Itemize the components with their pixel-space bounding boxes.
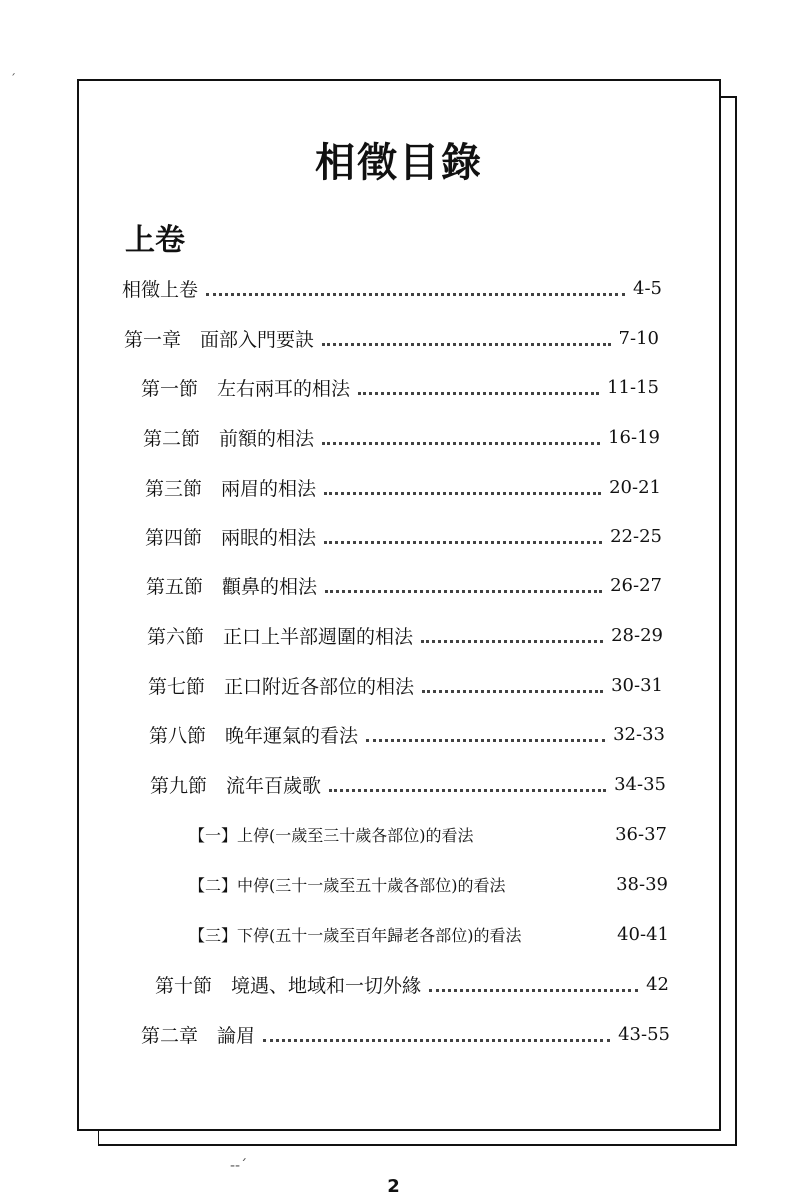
entry-page: 16-19 [608,426,660,448]
entry-page: 40-41 [617,923,669,945]
entry-page: 38-39 [616,873,668,895]
entry-label: 第二章 論眉 [141,1024,256,1047]
entry-label: 第五節 顴鼻的相法 [146,575,318,598]
toc-subentry[interactable] [189,919,669,949]
dot-leader [421,639,603,643]
dot-leader [329,788,606,792]
toc-page [77,79,721,1131]
entry-label: 第一章 面部入門要訣 [124,328,315,351]
entry-page: 30-31 [611,674,663,696]
dot-leader [322,441,600,445]
toc-entry[interactable] [150,769,666,799]
page-number: 2 [387,1176,400,1197]
toc-entry[interactable] [145,472,661,502]
dot-leader [358,391,599,395]
toc-entry[interactable] [148,670,663,700]
entry-label: 第三節 兩眉的相法 [145,477,317,500]
entry-label: 第八節 晚年運氣的看法 [149,724,359,747]
toc-entry[interactable] [146,570,662,600]
dot-leader [324,540,602,544]
entry-page: 26-27 [610,574,662,596]
entry-label: 【二】中停(三十一歲至五十歲各部位)的看法 [189,875,506,895]
dot-leader [206,292,625,296]
dot-leader [366,738,605,742]
toc-entry[interactable] [124,323,659,353]
dot-leader [324,491,601,495]
toc-subentry[interactable] [189,819,667,849]
entry-label: 第六節 正口上半部週圍的相法 [147,625,414,648]
entry-label: 第七節 正口附近各部位的相法 [148,675,415,698]
dot-leader [263,1038,610,1042]
entry-label: 相徵上卷 [122,278,199,301]
scan-speck: ‐‐ˊ [230,1158,248,1174]
dot-leader [422,689,603,693]
toc-entry[interactable] [155,969,669,999]
entry-page: 11-15 [607,376,659,398]
entry-page: 42 [646,973,669,995]
scan-speck: ˊ [10,72,16,86]
toc-entry[interactable] [141,372,659,402]
entry-page: 43-55 [618,1023,670,1045]
entry-page: 22-25 [610,525,662,547]
dot-leader [322,342,611,346]
dot-leader [325,589,602,593]
entry-page: 4-5 [633,277,662,299]
toc-entry[interactable] [147,620,663,650]
entry-label: 【一】上停(一歲至三十歲各部位)的看法 [189,825,474,845]
entry-page: 28-29 [611,624,663,646]
entry-label: 【三】下停(五十一歲至百年歸老各部位)的看法 [189,925,522,945]
entry-label: 第二節 前額的相法 [143,427,315,450]
toc-entry[interactable] [143,422,660,452]
toc-entry[interactable] [141,1019,670,1049]
entry-label: 第一節 左右兩耳的相法 [141,377,351,400]
entry-label: 第十節 境遇、地域和一切外緣 [155,974,422,997]
entry-page: 20-21 [609,476,661,498]
toc-subentry[interactable] [189,869,668,899]
volume-heading: 上卷 [125,223,185,258]
entry-label: 第四節 兩眼的相法 [145,526,317,549]
toc-entry[interactable] [122,273,662,303]
entry-page: 7-10 [618,327,659,349]
entry-page: 36-37 [615,823,667,845]
entry-page: 32-33 [613,723,665,745]
toc-entry[interactable] [145,521,662,551]
entry-label: 第九節 流年百歲歌 [150,774,322,797]
dot-leader [429,988,638,992]
page-title: 相徵目錄 [315,139,483,186]
entry-page: 34-35 [614,773,666,795]
toc-entry[interactable] [149,719,665,749]
